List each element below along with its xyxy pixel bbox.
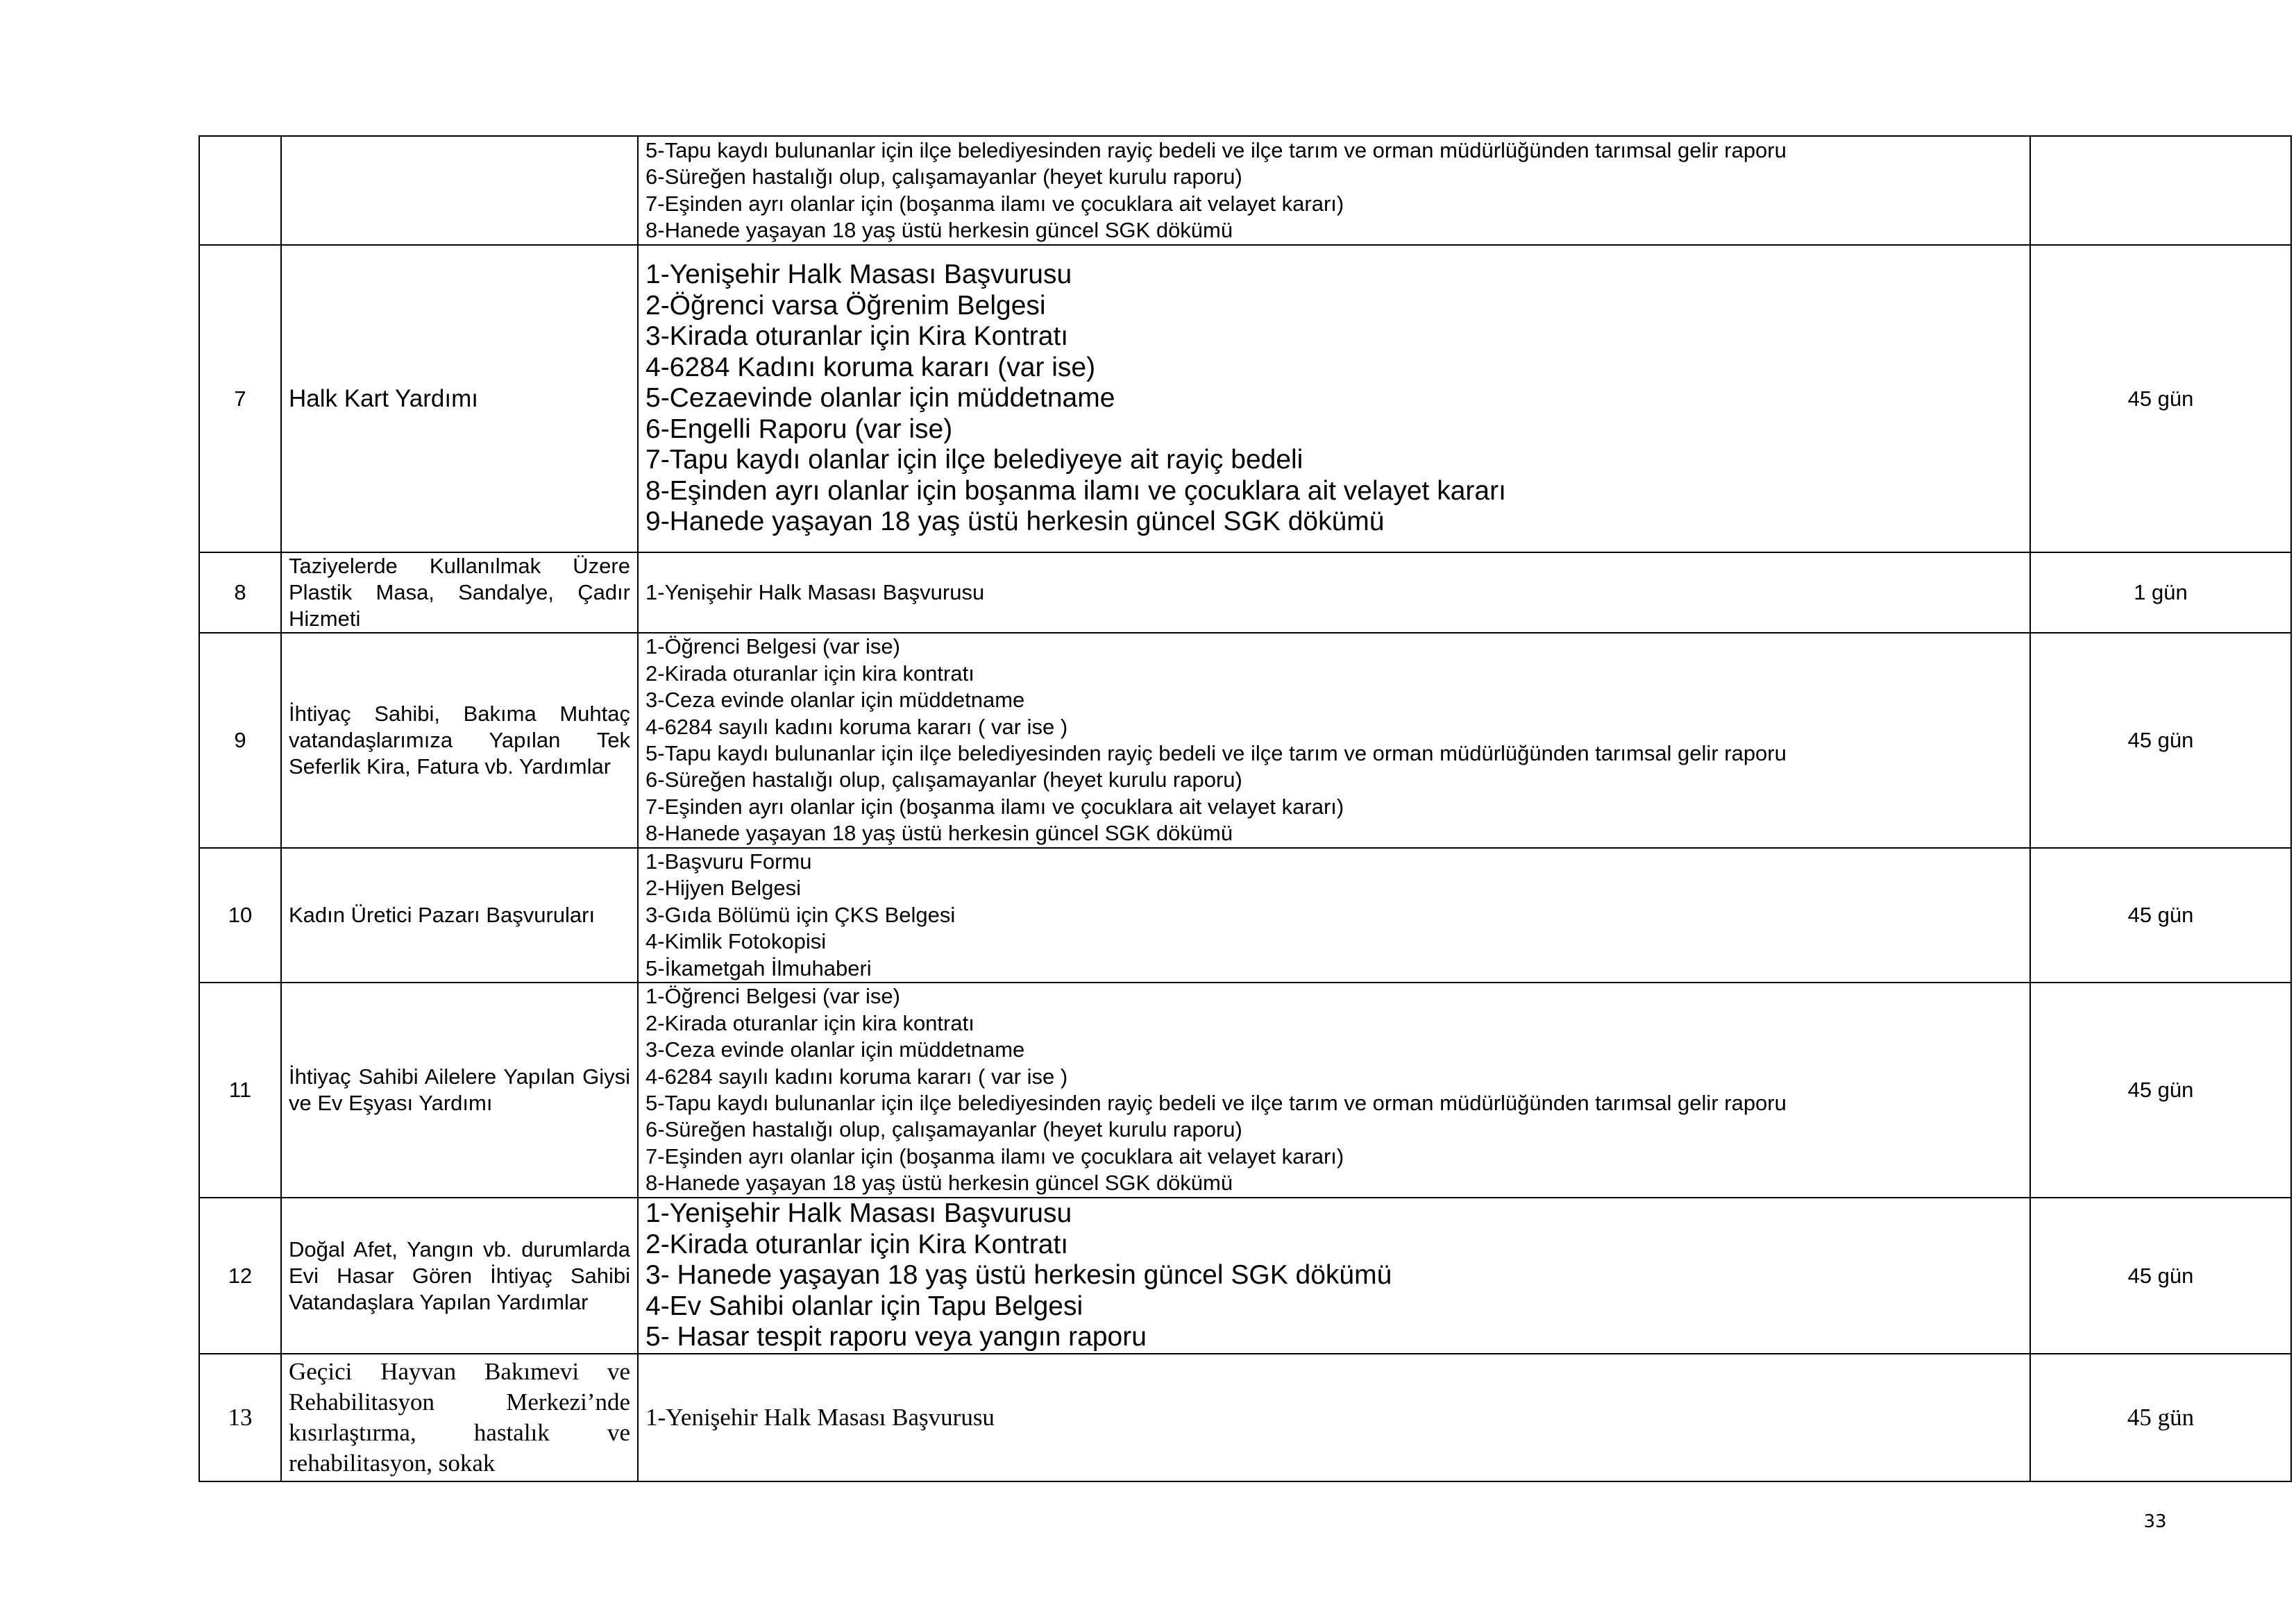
document-line: 6-Engelli Raporu (var ise)	[645, 414, 953, 444]
services-table	[199, 135, 2292, 1482]
document-line: 7-Eşinden ayrı olanlar için (boşanma ilamı ve çocuklara ait velayet kararı)	[645, 191, 1344, 216]
document-line: 6-Süreğen hastalığı olup, çalışamayanlar (heyet kurulu raporu)	[645, 164, 1242, 189]
document-line: 7-Eşinden ayrı olanlar için (boşanma ilamı ve çocuklara ait velayet kararı)	[645, 794, 1344, 819]
document-line: 7-Eşinden ayrı olanlar için (boşanma ilamı ve çocuklara ait velayet kararı)	[645, 1144, 1344, 1169]
table-row	[199, 848, 2291, 983]
row-number: 8	[199, 552, 281, 633]
completion-time: 1 gün	[2030, 552, 2291, 633]
required-documents	[638, 633, 2030, 848]
service-name	[281, 136, 638, 245]
document-line: 4-6284 Kadını koruma kararı (var ise)	[645, 352, 1096, 382]
required-documents	[638, 983, 2030, 1198]
document-line: 1-Öğrenci Belgesi (var ise)	[645, 634, 900, 659]
document-line: 8-Eşinden ayrı olanlar için boşanma ilamı ve çocuklara ait velayet kararı	[645, 475, 1506, 506]
page-number: 33	[2143, 1511, 2167, 1532]
document-line: 5-Tapu kaydı bulunanlar için ilçe belediyesinden rayiç bedeli ve ilçe tarım ve orman müdürlüğünden tarımsal gelir raporu	[645, 741, 1787, 765]
document-line: 6-Süreğen hastalığı olup, çalışamayanlar (heyet kurulu raporu)	[645, 1117, 1242, 1142]
document-line: 4-6284 sayılı kadını koruma kararı ( var ise )	[645, 1064, 1068, 1089]
service-name: Doğal Afet, Yangın vb. durumlarda Evi Hasar Gören İhtiyaç Sahibi Vatandaşlara Yapılan Yardımlar	[281, 1198, 638, 1354]
required-documents	[638, 1354, 2030, 1481]
table-row	[199, 633, 2291, 848]
document-line: 4-Kimlik Fotokopisi	[645, 929, 827, 954]
table-row	[199, 245, 2291, 552]
required-documents	[638, 245, 2030, 552]
document-line: 3-Kirada oturanlar için Kira Kontratı	[645, 321, 1069, 352]
completion-time: 45 gün	[2030, 983, 2291, 1198]
document-line: 5- Hasar tespit raporu veya yangın raporu	[645, 1322, 1147, 1352]
document-line: 3- Hanede yaşayan 18 yaş üstü herkesin güncel SGK dökümü	[645, 1260, 1392, 1291]
document-line: 9-Hanede yaşayan 18 yaş üstü herkesin güncel SGK dökümü	[645, 507, 1385, 537]
completion-time: 45 gün	[2030, 245, 2291, 552]
service-name: İhtiyaç Sahibi Ailelere Yapılan Giysi ve Ev Eşyası Yardımı	[281, 983, 638, 1198]
required-documents	[638, 1198, 2030, 1354]
row-number: 7	[199, 245, 281, 552]
service-name: İhtiyaç Sahibi, Bakıma Muhtaç vatandaşlarımıza Yapılan Tek Seferlik Kira, Fatura vb. Yardımlar	[281, 633, 638, 848]
document-line: 5-İkametgah İlmuhaberi	[645, 955, 872, 980]
row-number: 11	[199, 983, 281, 1198]
completion-time: 45 gün	[2030, 1198, 2291, 1354]
document-line: 1-Başvuru Formu	[645, 849, 812, 874]
document-line: 1-Öğrenci Belgesi (var ise)	[645, 984, 900, 1009]
service-name: Geçici Hayvan Bakımevi ve Rehabilitasyon Merkezi’nde kısırlaştırma, hastalık ve rehabilitasyon, sokak	[281, 1354, 638, 1481]
document-line: 3-Ceza evinde olanlar için müddetname	[645, 1037, 1025, 1062]
document-line: 7-Tapu kaydı olanlar için ilçe belediyeye ait rayiç bedeli	[645, 445, 1303, 475]
document-line: 1-Yenişehir Halk Masası Başvurusu	[645, 1198, 1072, 1229]
table-row	[199, 552, 2291, 633]
completion-time: 45 gün	[2030, 1354, 2291, 1481]
row-number: 10	[199, 848, 281, 983]
document-line: 2-Kirada oturanlar için kira kontratı	[645, 661, 974, 686]
required-documents	[638, 136, 2030, 245]
row-number: 12	[199, 1198, 281, 1354]
completion-time: 45 gün	[2030, 633, 2291, 848]
document-line: 8-Hanede yaşayan 18 yaş üstü herkesin güncel SGK dökümü	[645, 821, 1233, 846]
document-line: 2-Hijyen Belgesi	[645, 876, 801, 901]
document-line: 1-Yenişehir Halk Masası Başvurusu	[645, 579, 985, 604]
row-number: 13	[199, 1354, 281, 1481]
document-line: 2-Öğrenci varsa Öğrenim Belgesi	[645, 290, 1046, 321]
table-row	[199, 136, 2291, 245]
document-line: 8-Hanede yaşayan 18 yaş üstü herkesin güncel SGK dökümü	[645, 1171, 1233, 1196]
document-line: 5-Tapu kaydı bulunanlar için ilçe belediyesinden rayiç bedeli ve ilçe tarım ve orman müdürlüğünden tarımsal gelir raporu	[645, 1091, 1787, 1116]
service-name: Halk Kart Yardımı	[281, 245, 638, 552]
table-row	[199, 1354, 2291, 1481]
service-name: Taziyelerde Kullanılmak Üzere Plastik Masa, Sandalye, Çadır Hizmeti	[281, 552, 638, 633]
service-name: Kadın Üretici Pazarı Başvuruları	[281, 848, 638, 983]
table-row	[199, 983, 2291, 1198]
document-line: 5-Tapu kaydı bulunanlar için ilçe belediyesinden rayiç bedeli ve ilçe tarım ve orman müdürlüğünden tarımsal gelir raporu	[645, 137, 1787, 162]
document-line: 1-Yenişehir Halk Masası Başvurusu	[645, 260, 1072, 290]
document-line: 4-6284 sayılı kadını koruma kararı ( var ise )	[645, 714, 1068, 739]
document-line: 3-Gıda Bölümü için ÇKS Belgesi	[645, 902, 956, 927]
table-row	[199, 1198, 2291, 1354]
document-line: 6-Süreğen hastalığı olup, çalışamayanlar (heyet kurulu raporu)	[645, 767, 1242, 792]
document-line: 3-Ceza evinde olanlar için müddetname	[645, 688, 1025, 713]
required-documents	[638, 848, 2030, 983]
document-line: 4-Ev Sahibi olanlar için Tapu Belgesi	[645, 1291, 1083, 1321]
row-number	[199, 136, 281, 245]
document-line: 1-Yenişehir Halk Masası Başvurusu	[645, 1404, 995, 1431]
document-line: 2-Kirada oturanlar için Kira Kontratı	[645, 1229, 1069, 1259]
row-number: 9	[199, 633, 281, 848]
completion-time	[2030, 136, 2291, 245]
document-line: 5-Cezaevinde olanlar için müddetname	[645, 383, 1115, 414]
document-line: 2-Kirada oturanlar için kira kontratı	[645, 1010, 974, 1035]
document-line: 8-Hanede yaşayan 18 yaş üstü herkesin güncel SGK dökümü	[645, 217, 1233, 242]
required-documents	[638, 552, 2030, 633]
completion-time: 45 gün	[2030, 848, 2291, 983]
